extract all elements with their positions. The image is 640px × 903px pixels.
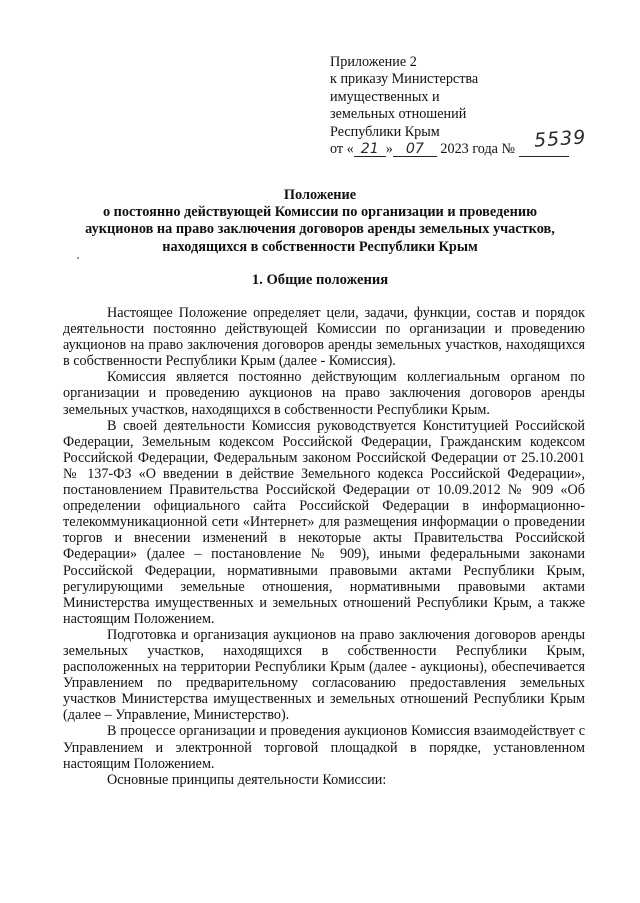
date-suffix: 2023 года № xyxy=(440,141,516,158)
scan-speck xyxy=(77,257,79,259)
appendix-line: имущественных и xyxy=(330,88,440,105)
paragraph: Подготовка и организация аукционов на право заключения договоров аренды земельных участков, находящихся в собственности Республики Крым, расположенных на территории Республики Крым (далее - аукционы), обеспечивается Управлением по предварительному согласованию предоставления земельных участков Министерства имущественных и земельных отношений Республики Крым (далее – Управление, Министерство). xyxy=(63,626,585,724)
title-line: о постоянно действующей Комиссии по организации и проведению xyxy=(102,204,538,221)
appendix-line: к приказу Министерства xyxy=(330,71,479,88)
appendix-line: Республики Крым xyxy=(330,123,440,140)
date-prefix: от « xyxy=(330,141,354,158)
appendix-header xyxy=(330,54,569,158)
document-title xyxy=(0,187,640,256)
paragraph: Основные принципы деятельности Комиссии: xyxy=(107,771,387,788)
order-date-line xyxy=(330,141,569,158)
title-line: Положение xyxy=(283,187,357,203)
section-heading: 1. Общие положения xyxy=(251,272,389,288)
handwritten-day: 21 xyxy=(354,142,386,157)
appendix-line: Приложение 2 xyxy=(330,54,417,70)
handwritten-order-number: 5539 xyxy=(533,126,588,152)
paragraph: Комиссия является постоянно действующим коллегиальным органом по организации и проведению аукционов на право заключения договоров аренды земельных участков, находящихся в собственности Республики Крым. xyxy=(63,369,585,418)
title-line: аукционов на право заключения договоров аренды земельных участков, xyxy=(85,221,555,238)
title-line: находящихся в собственности Республики Крым xyxy=(162,238,478,255)
paragraph: Настоящее Положение определяет цели, задачи, функции, состав и порядок деятельности постоянно действующей Комиссии по организации и проведению аукционов на право заключения договоров аренды земельных участков, находящихся в собственности Республики Крым (далее - Комиссия). xyxy=(63,305,585,370)
section-body xyxy=(63,305,585,788)
appendix-line: земельных отношений xyxy=(330,106,467,123)
paragraph: В своей деятельности Комиссия руководствуется Конституцией Российской Федерации, Земельным кодексом Российской Федерации, Гражданским кодексом Российской Федерации, Федеральным законом Российской Федерации от 25.10.2001 № 137-ФЗ «О введении в действие Земельного кодекса Российской Федерации», постановлением Правительства Российской Федерации от 10.09.2012 № 909 «Об определении официального сайта Российской Федерации в информационно-телекоммуникационной сети «Интернет» для размещения информации о проведении торгов и внесении изменений в некоторые акты Правительства Российской Федерации» (далее – постановление № 909), иными федеральными законами Российской Федерации, нормативными правовыми актами Республики Крым, регулирующими земельные отношения, нормативными правовыми актами Министерства имущественных и земельных отношений Республики Крым, а также настоящим Положением. xyxy=(63,417,585,627)
date-separator: » xyxy=(385,141,393,158)
paragraph: В процессе организации и проведения аукционов Комиссия взаимодействует с Управлением и электронной торговой площадкой в порядке, установленном настоящим Положением. xyxy=(63,723,585,772)
handwritten-month: 07 xyxy=(393,142,437,157)
